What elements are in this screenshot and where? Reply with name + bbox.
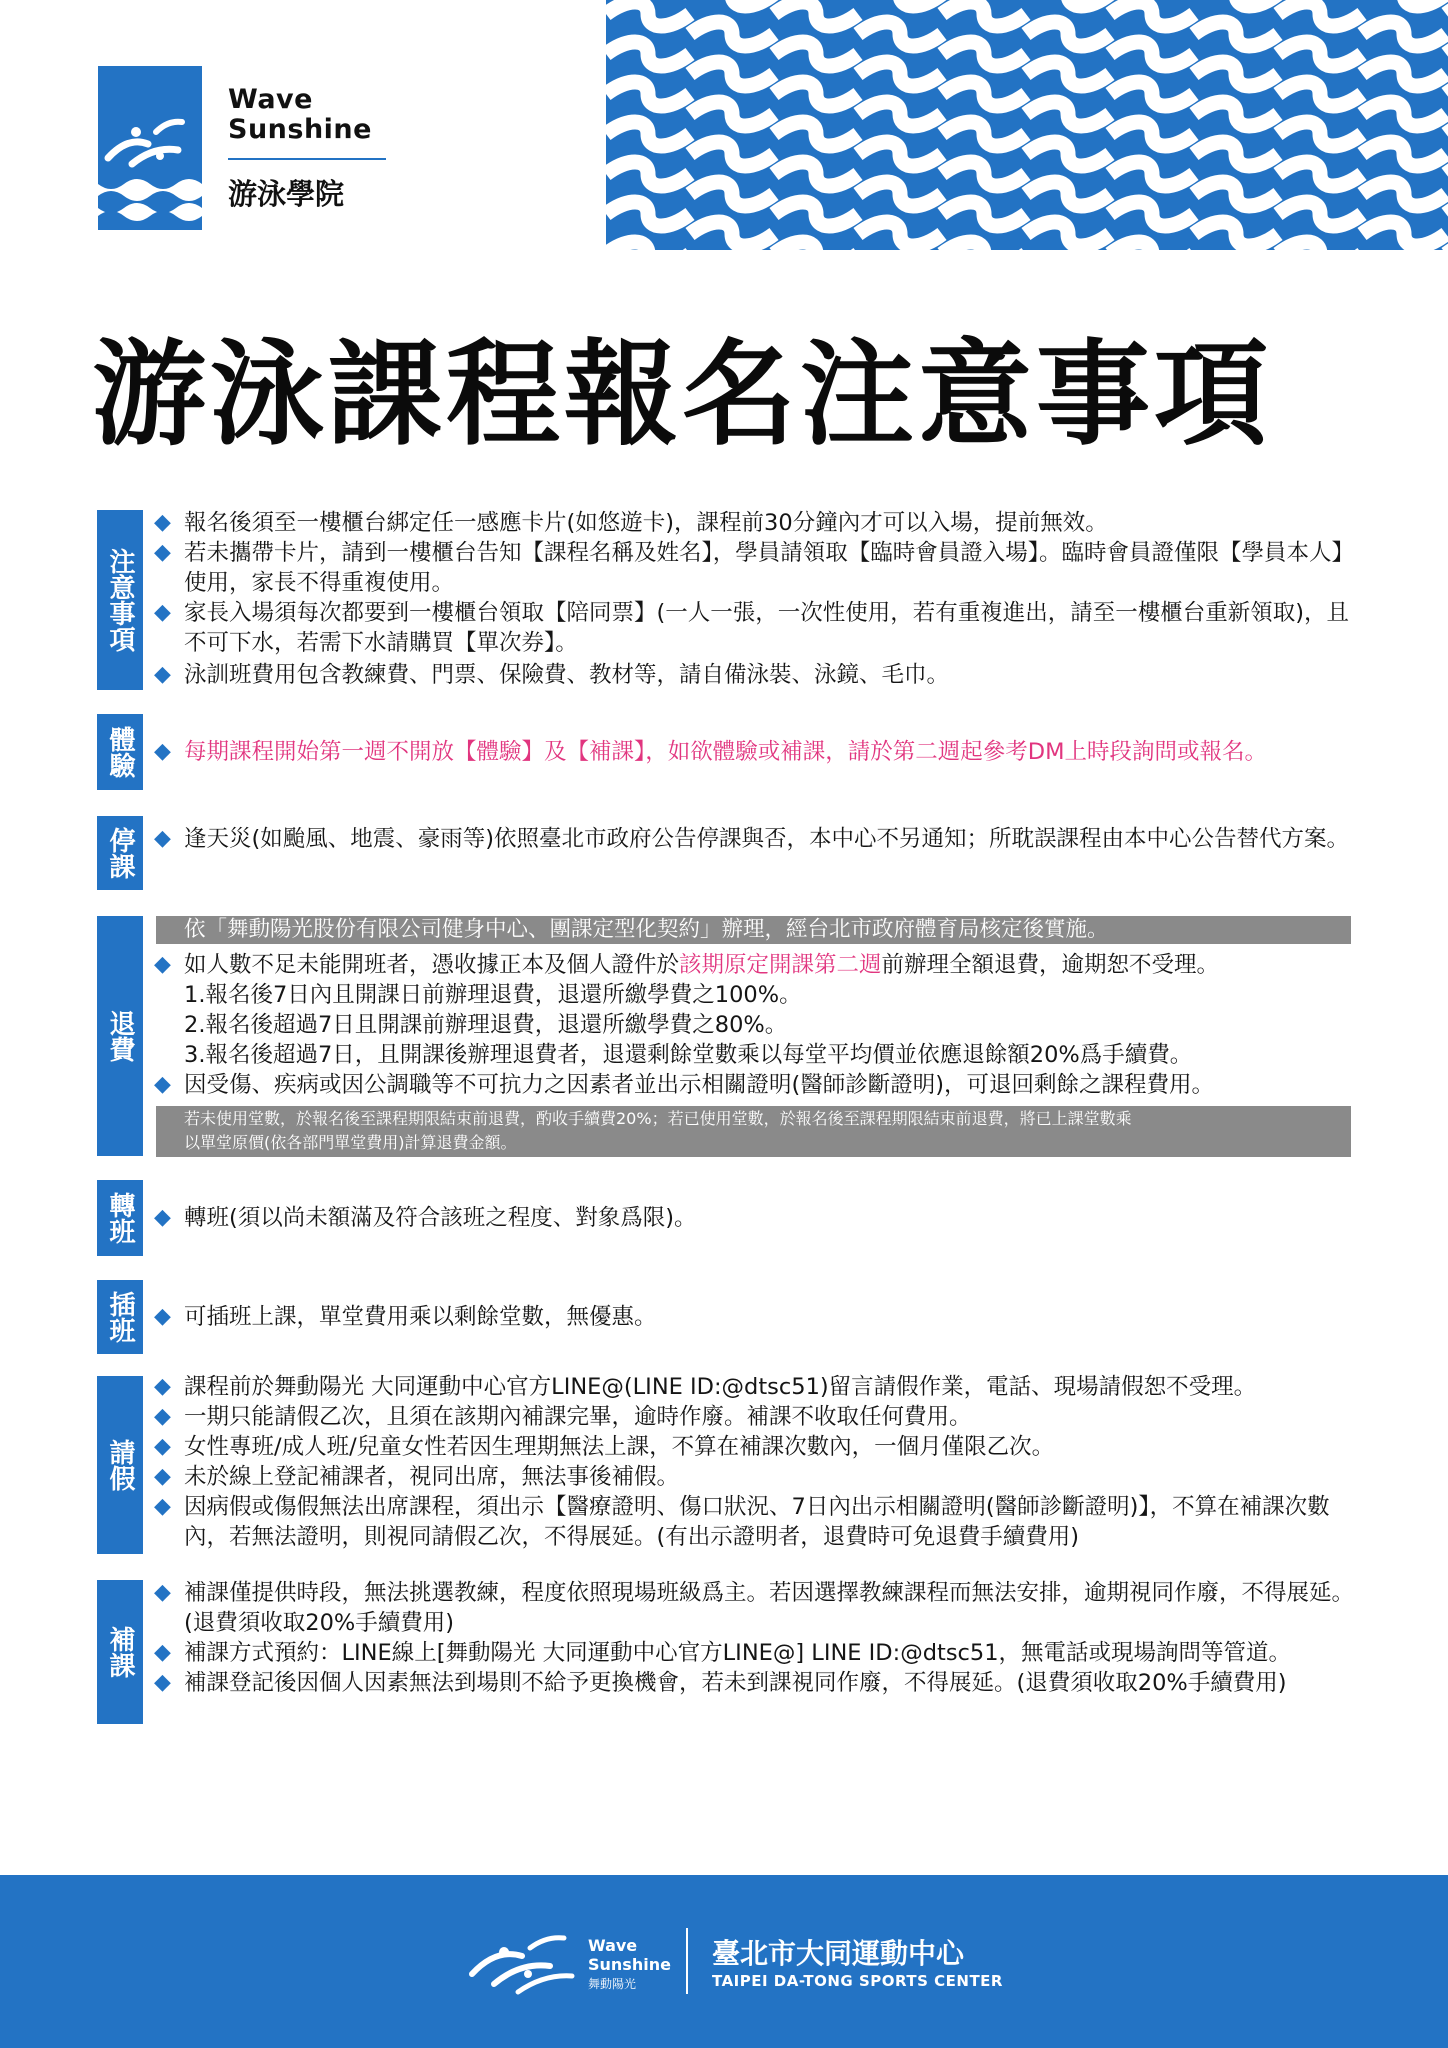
diamond-bullet-icon: ◆ (154, 1374, 171, 1399)
wave-sunshine-footer-logo (468, 1930, 576, 2000)
list-item: ◆ 補課僅提供時段，無法挑選教練，程度依照現場班級爲主。若因選擇教練課程而無法安排，逾期視同作廢，不得展延。(退費須收取20%手續費用) (154, 1580, 1355, 1636)
footer-brand-line1: Wave (588, 1936, 638, 1955)
diamond-bullet-icon: ◆ (154, 1580, 171, 1605)
list-item: ◆ 如人數不足未能開班者，憑收據正本及個人證件於該期原定開課第二週前辦理全額退費，逾期恕不受理。 (154, 952, 1220, 978)
footer-brand-zh: 舞動陽光 (588, 1977, 637, 1991)
diamond-bullet-icon: ◆ (154, 952, 171, 977)
list-item: ◆ 補課登記後因個人因素無法到場則不給予更換機會，若未到課視同作廢，不得展延。(退費須收取20%手續費用) (154, 1670, 1287, 1696)
section-label-makeup: 補課 (97, 1580, 143, 1724)
refund-rule: 1.報名後7日內且開課日前辦理退費，退還所繳學費之100%。 (184, 982, 802, 1008)
diamond-bullet-icon: ◆ (154, 739, 171, 764)
diamond-bullet-icon: ◆ (154, 1640, 171, 1665)
brand-name-line1: Wave (228, 84, 313, 115)
diamond-bullet-icon: ◆ (154, 1670, 171, 1695)
diamond-bullet-icon: ◆ (154, 600, 171, 625)
footer-center-name-zh: 臺北市大同運動中心 (712, 1937, 965, 1970)
list-item: ◆ 一期只能請假乙次，且須在該期內補課完畢，逾時作廢。補課不收取任何費用。 (154, 1404, 972, 1430)
footer-center-name-en: TAIPEI DA-TONG SPORTS CENTER (712, 1972, 1003, 1990)
list-item: ◆ 因病假或傷假無法出席課程，須出示【醫療證明、傷口狀況、7日內出示相關證明(醫師診斷證明)】，不算在補課次數內，若無法證明，則視同請假乙次，不得展延。(有出示證明者，退費時可免退費手續費用) (154, 1494, 1330, 1550)
list-item: ◆ 每期課程開始第一週不開放【體驗】及【補課】，如欲體驗或補課，請於第二週起參考DM上時段詢問或報名。 (154, 739, 1267, 765)
list-item: ◆ 轉班(須以尚未額滿及符合該班之程度、對象爲限)。 (154, 1205, 697, 1231)
diamond-bullet-icon: ◆ (154, 662, 171, 687)
diamond-bullet-icon: ◆ (154, 1464, 171, 1489)
section-label-notice: 注意事項 (97, 510, 143, 690)
list-item: ◆ 女性專班/成人班/兒童女性若因生理期無法上課，不算在補課次數內，一個月僅限乙次。 (154, 1434, 1055, 1460)
section-label-refund: 退費 (97, 916, 143, 1156)
section-label-join: 插班 (97, 1280, 143, 1354)
section-label-suspension: 停課 (97, 816, 143, 890)
diamond-bullet-icon: ◆ (154, 1205, 171, 1230)
refund-rule: 3.報名後超過7日，且開課後辦理退費者，退還剩餘堂數乘以每堂平均價並依應退餘額20%爲手續費。 (184, 1042, 1193, 1068)
diamond-bullet-icon: ◆ (154, 826, 171, 851)
wave-pattern-decoration (606, 0, 1448, 250)
section-label-leave: 請假 (97, 1376, 143, 1554)
refund-banner: 依「舞動陽光股份有限公司健身中心、團課定型化契約」辦理，經台北市政府體育局核定後實施。 (156, 916, 1351, 944)
diamond-bullet-icon: ◆ (154, 1404, 171, 1429)
list-item: ◆ 逢天災(如颱風、地震、豪雨等)依照臺北市政府公告停課與否，本中心不另通知；所耽誤課程由本中心公告替代方案。 (154, 826, 1350, 852)
list-item: ◆ 未於線上登記補課者，視同出席，無法事後補假。 (154, 1464, 680, 1490)
list-item: ◆ 家長入場須每次都要到一樓櫃台領取【陪同票】(一人一張，一次性使用，若有重複進出，請至一樓櫃台重新領取)，且不可下水，若需下水請購買【單次券】。 (154, 600, 1350, 656)
footer-brand-line2: Sunshine (588, 1955, 671, 1974)
list-item: ◆ 報名後須至一樓櫃台綁定任一感應卡片(如悠遊卡)，課程前30分鐘內才可以入場，提前無效。 (154, 510, 1108, 536)
list-item: ◆ 因受傷、疾病或因公調職等不可抗力之因素者並出示相關證明(醫師診斷證明)，可退回剩餘之課程費用。 (154, 1072, 1215, 1098)
diamond-bullet-icon: ◆ (154, 1434, 171, 1459)
footer-divider (686, 1928, 688, 1994)
brand-divider (228, 158, 386, 160)
list-item: ◆ 若未攜帶卡片，請到一樓櫃台告知【課程名稱及姓名】，學員請領取【臨時會員證入場】。臨時會員證僅限【學員本人】使用，家長不得重複使用。 (154, 540, 1355, 596)
list-item: ◆ 可插班上課，單堂費用乘以剩餘堂數，無優惠。 (154, 1304, 657, 1330)
section-label-trial: 體驗 (97, 714, 143, 790)
brand-name-line2: Sunshine (228, 114, 372, 145)
section-label-transfer: 轉班 (97, 1180, 143, 1256)
brand-name-zh: 游泳學院 (228, 177, 345, 211)
diamond-bullet-icon: ◆ (154, 510, 171, 535)
diamond-bullet-icon: ◆ (154, 1494, 171, 1519)
list-item: ◆ 課程前於舞動陽光 大同運動中心官方LINE@(LINE ID:@dtsc51)留言請假作業，電話、現場請假恕不受理。 (154, 1374, 1257, 1400)
diamond-bullet-icon: ◆ (154, 540, 171, 565)
wave-sunshine-logo (98, 66, 202, 230)
list-item: ◆ 補課方式預約：LINE線上[舞動陽光 大同運動中心官方LINE@] LINE ID:@dtsc51，無電話或現場詢問等管道。 (154, 1640, 1292, 1666)
list-item: ◆ 泳訓班費用包含教練費、門票、保險費、教材等，請自備泳裝、泳鏡、毛巾。 (154, 662, 950, 688)
refund-deadline-highlight: 該期原定開課第二週 (679, 952, 882, 978)
page-title: 游泳課程報名注意事項 (92, 328, 1273, 461)
refund-footnote: 若未使用堂數，於報名後至課程期限結束前退費，酌收手續費20%；若已使用堂數，於報名後至課程期限結束前退費，將已上課堂數乘 以單堂原價(依各部門單堂費用)計算退費金額。 (156, 1106, 1351, 1157)
refund-rule: 2.報名後超過7日且開課前辦理退費，退還所繳學費之80%。 (184, 1012, 788, 1038)
diamond-bullet-icon: ◆ (154, 1304, 171, 1329)
diamond-bullet-icon: ◆ (154, 1072, 171, 1097)
